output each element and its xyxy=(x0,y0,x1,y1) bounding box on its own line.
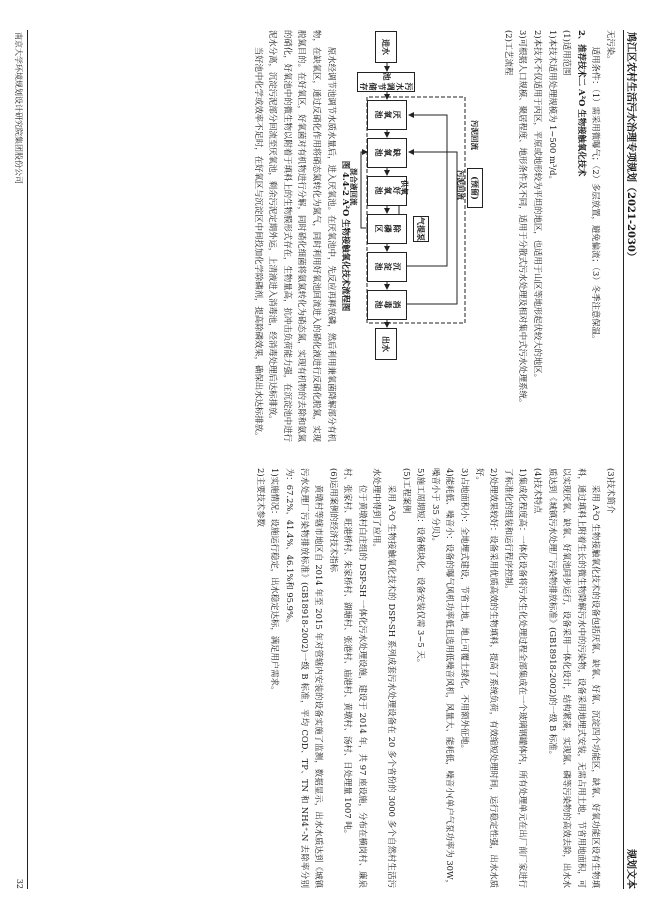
page-number: 32 xyxy=(15,878,24,889)
anoxic-tank-box xyxy=(367,138,407,168)
paragraph: 适用条件：（1）需采用微曝气；（2）多层放置，避免偏流；（3）冬季注意保温。 xyxy=(591,46,602,344)
inlet-box xyxy=(375,31,397,63)
anaerobic-tank-box xyxy=(367,100,407,130)
paragraph: 原水经调节池调节水质水量后，进入厌氧池。在厌氧池中，先反应再释放磷，然后利用兼氧菌降解部分有机物，在缺氧区，通过反硝化作用将硝态氮转化为氮气，同时利用好氧池回流进入的硝化液进行反硝化脱氮，实现脱氮目的。在好氧区，好氧菌对有机物进行分解，同时硝化细菌将氨氮转化为硝态氮，实现有机物的去除和氨氮的硝化，好氧池中的微生物以附着于填料上的生物膜形式存在，生物量高，抗冲击负荷能力强，在沉淀池中进行泥水分离，沉淀污泥部分回流至厌氧池，剩余污泥定期外运，上清液进入消毒池，经消毒处理后达标排放。 xyxy=(268,30,337,442)
paragraph: 4)能耗低、噪音小：设备的曝气风机功率低且选用低噪音风机，风量大、能耗低，噪音小(单户气泵功率为 30W，噪音小于 35 分贝)。 xyxy=(430,468,456,888)
section-heading: 2、推荐技术二 A²O 生物接触氧化技术 xyxy=(576,30,587,177)
right-column xyxy=(253,468,618,888)
disinfection-tank-box xyxy=(367,290,407,320)
paragraph: 当好池中化学或效率不足时，在好氧区与沉淀区中间投加化学除磷剂，提高除磷效果，确保出水达标排放。 xyxy=(253,46,264,441)
subheading: (5)工程案例 xyxy=(401,468,412,514)
aerobic-tank-label: 好氧池 xyxy=(373,186,401,196)
paragraph: 2)处理效果较好：设备采用优质高效的生物填料，提高了系统负荷，有效缩短处理时间，运行稳定性强，出水水质好。 xyxy=(474,468,500,888)
subheading: (2)工艺流程 xyxy=(503,30,514,76)
sludge-return-label: 污泥回流 xyxy=(470,120,480,150)
subheading: (4)技术特点 xyxy=(533,468,544,514)
paragraph: 黄墩村等辖市地区自 2014 年至 2015 年对管辖内安装的设备实施了监测，数据显示，出水水质达到《城镇污水处理厂污染物排放标准》(GB18918-2002)一级 B 标准，平均 COD、TP、TN 和 NH4⁺-N 去除率分别为：67.2%、41.4%、46.1%和 95.9%。 xyxy=(284,468,325,888)
disinfection-tank-label: 消毒池 xyxy=(373,300,401,310)
left-column xyxy=(251,30,618,442)
subheading: (6)运用案例的经济技术指标 xyxy=(328,468,339,572)
paragraph: 无污染。 xyxy=(606,30,616,64)
regulating-tank-label: 污水调节储存池 xyxy=(359,72,414,92)
subheading: (1)适用范围 xyxy=(562,30,573,76)
figure-caption: 图 4.4-2 A²O 生物接触氧化技术流程图 xyxy=(341,160,352,312)
mixed-liquor-return-label: 混合液回流 xyxy=(349,168,359,206)
settling-tank-label: 沉淀池 xyxy=(373,262,401,272)
header-title: 鸠江区农村生活污水治理专项规划（2021-2030） xyxy=(625,32,636,262)
subheading: 2)主要技术参数 xyxy=(255,468,266,527)
paragraph: 3)占地面积小：全地埋式建设，节省土地，地上可覆土绿化，不用额外征地。 xyxy=(460,468,471,753)
sludge-return-label-2: 污泥回流 xyxy=(456,170,466,200)
paragraph: 3)可根据人口规模、聚居程度、地形条件及不同，适用于分散式污水处理及相对集中式污水处理系统。 xyxy=(518,30,529,408)
air-lift-pump-label: 气提泵 xyxy=(416,217,427,241)
regulating-tank-box xyxy=(357,72,415,92)
phosphorus-removal-box xyxy=(367,214,407,244)
footer-organization: 南京大学环境规划设计研究院集团股份公司 xyxy=(14,32,23,184)
paragraph: 采用 A²O 生物接触氧化技术的设备包括厌氧、缺氧、好氧、沉淀四个功能区，缺氧、好氧功能区设有生物填料，通过填料上附着生长的微生物降解污水中的污染物，设备采用地埋式安装，无需占用土地，节省用地面积，可以实现厌氧、缺氧、好氧池同步运行，设备采用一体化设计，结构紧凑，实现氮、磷等污染物的高效去除，出水水质达到《城镇污水处理厂污染物排放标准》(GB18918-2002)的一级 B 标准。 xyxy=(547,468,602,888)
paragraph: 1)集成化程度高：一体化设备将污水生化处理过程全部集成在一个玻璃钢罐体内，所有处理单元在出厂前厂家进行了标准化的组装和运行程序控制。 xyxy=(503,468,529,888)
anaerobic-tank-label: 厌氧池 xyxy=(373,110,401,120)
footer-rule xyxy=(27,30,28,889)
phosphorus-removal-label: 除磷区 xyxy=(373,224,401,234)
sludge-reserve-label: (预留) xyxy=(470,176,481,200)
anoxic-tank-label: 缺氧池 xyxy=(373,148,401,158)
outlet-box xyxy=(375,328,397,360)
paragraph: 采用 A²O 生物接触氧化技术的 DSP-SH 系列成套污水处理设备在 20 多个省份的 3000 多个自然村生活污水处理中得到了应用。 xyxy=(372,468,398,888)
inlet-label: 进水 xyxy=(381,39,392,55)
paragraph: 5)施工周期短：设备模块化，设备安装仅需 3~5 天。 xyxy=(416,468,427,668)
sludge-reserve-box xyxy=(467,168,483,208)
paragraph: 1)本技术适用处理规模为 1~500 m³/d。 xyxy=(547,30,558,184)
subheading: (3)技术简介 xyxy=(606,468,616,514)
settling-tank-box xyxy=(367,252,407,282)
paragraph: 位于黄墩村白庄组的 DSP-SH 一体化污水处理设施，建设于 2014 年，共 97 座设施，分布在横岗村、廉泉村、张家村、旺港桥村、朱家桥村、湖塘村、张港村、庙港村、黄墩村、汤村、日处理量 1007 吨。 xyxy=(343,468,368,888)
header-rule xyxy=(623,30,624,889)
oxygen-supply-label: 供氧 xyxy=(400,180,410,195)
process-flow-diagram xyxy=(349,30,495,442)
outlet-label: 出水 xyxy=(381,336,392,352)
header-doc-type: 规划文本 xyxy=(625,849,636,889)
paragraph: 2)本技术不仅适用于丙区，平原或地形较为平坦的地区，也适用于山区等地形起伏较大的地区。 xyxy=(533,30,544,382)
air-lift-pump-box xyxy=(413,216,429,242)
paragraph: 1)实施情况：设施运行稳定，出水稳定达标，满足用户需求。 xyxy=(270,468,281,695)
